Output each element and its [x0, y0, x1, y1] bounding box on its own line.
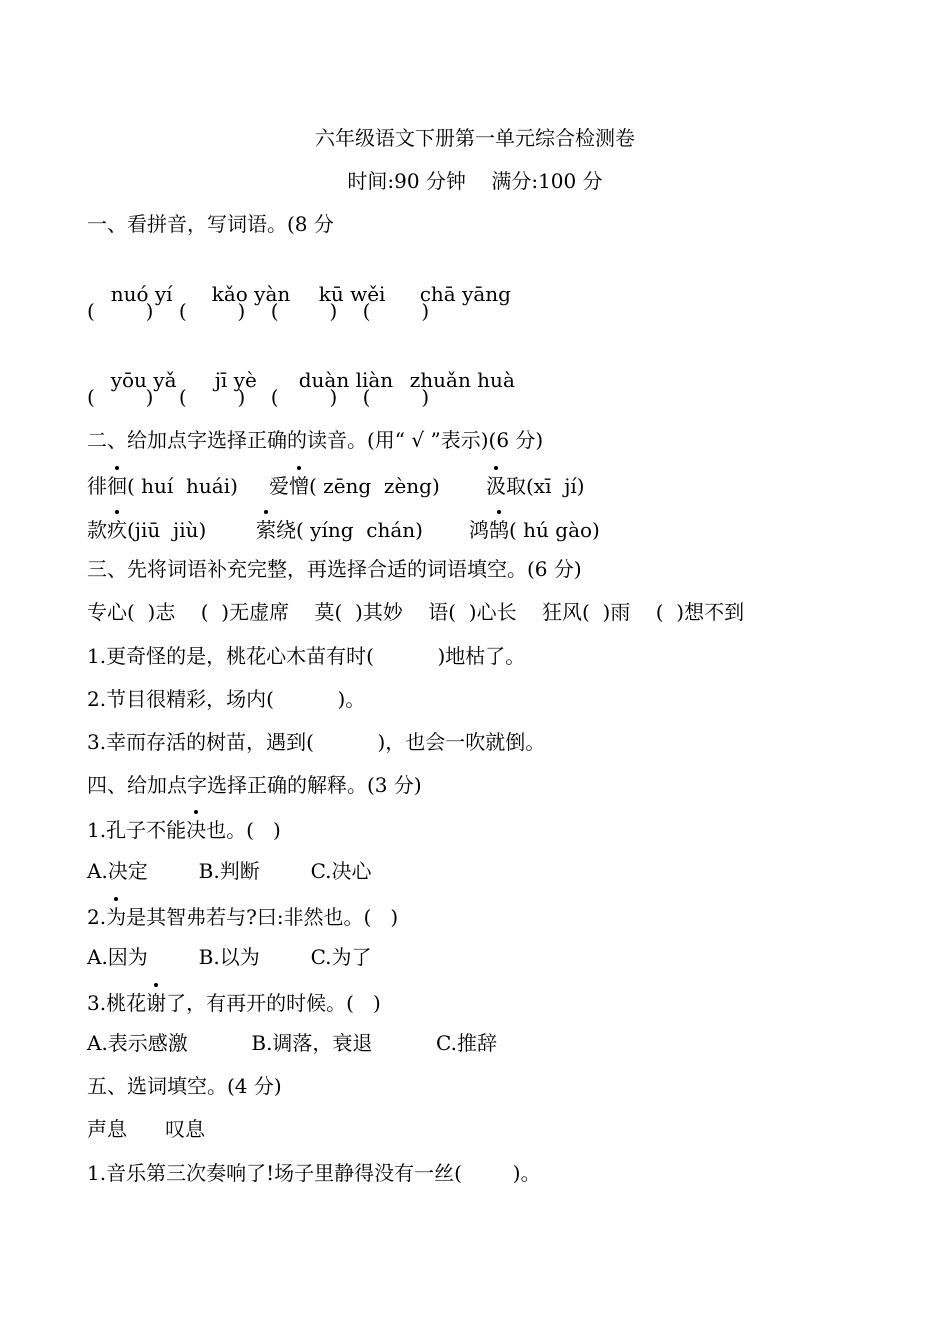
q1-heading: 一、看拼音，写词语。(8 分	[87, 212, 334, 236]
page-title: 六年级语文下册第一单元综合检测卷	[315, 126, 635, 150]
q4-options: A.决定 B.判断 C.决心	[87, 859, 372, 883]
q2-item: 鸿鹄( hú gào)	[469, 518, 600, 542]
q3-word-list: 专心( )志 ( )无虚席 莫( )其妙 语( )心长 狂风( )雨 ( )想不到	[87, 600, 745, 624]
q5-sentence: 1.音乐第三次奏响了!场子里静得没有一丝( )。	[87, 1161, 541, 1185]
pinyin: yōu yǎ	[110, 368, 177, 392]
q4-question: 1.孔子不能决也。( )	[87, 818, 281, 842]
q4-options: A.表示感激 B.调落，衰退 C.推辞	[87, 1031, 497, 1055]
q3-heading: 三、先将词语补充完整，再选择合适的词语填空。(6 分)	[87, 557, 582, 581]
pinyin: zhuǎn huà	[409, 368, 515, 392]
pinyin: chā yāng	[419, 282, 511, 306]
q4-heading: 四、给加点字选择正确的解释。(3 分)	[87, 773, 422, 797]
pinyin: kǎo yàn	[211, 282, 291, 306]
pinyin: duàn liàn	[298, 368, 394, 392]
q4-question: 3.桃花谢了，有再开的时候。( )	[87, 991, 381, 1015]
q2-heading: 二、给加点字选择正确的读音。(用“ √ ”表示)(6 分)	[87, 428, 544, 452]
q2-item: 爱憎( zēng zèng)	[269, 474, 440, 498]
q2-item: 款疚(jiū jiù)	[87, 518, 207, 542]
q4-question: 2.为是其智弗若与?曰:非然也。( )	[87, 905, 399, 929]
pinyin: kū wěi	[318, 282, 386, 306]
q4-options: A.因为 B.以为 C.为了	[87, 945, 372, 969]
q5-heading: 五、选词填空。(4 分)	[87, 1074, 282, 1098]
q3-sentence: 1.更奇怪的是，桃花心木苗有时( )地枯了。	[87, 644, 526, 668]
q5-word-list: 声息 叹息	[87, 1117, 206, 1141]
q1-blanks-row: ( ) ( ) ( ) ( )	[87, 385, 430, 409]
pinyin: jī yè	[214, 368, 257, 392]
exam-meta: 时间:90 分钟 满分:100 分	[347, 169, 603, 193]
q3-sentence: 2.节目很精彩，场内( )。	[87, 687, 366, 711]
q2-item: 萦绕( yíng chán)	[256, 518, 423, 542]
pinyin: nuó yí	[110, 282, 173, 306]
q2-item: 汲取(xī jí)	[486, 474, 585, 498]
q3-sentence: 3.幸而存活的树苗，遇到( )，也会一吹就倒。	[87, 730, 546, 754]
q1-blanks-row: ( ) ( ) ( ) ( )	[87, 299, 430, 323]
q2-item: 徘徊( huí huái)	[87, 474, 238, 498]
